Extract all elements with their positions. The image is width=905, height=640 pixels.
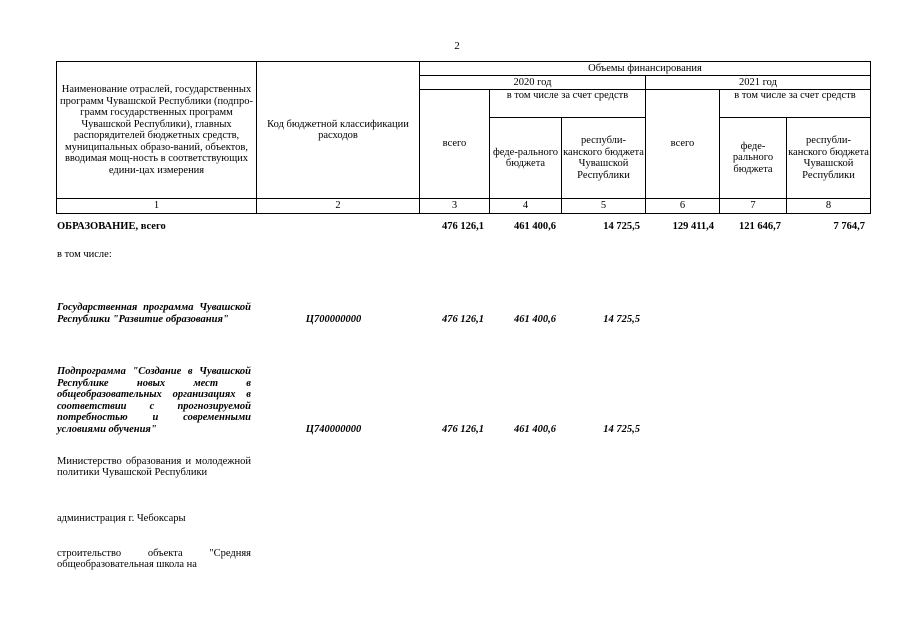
header-incl-2021: в том числе за счет средств xyxy=(720,90,871,118)
column-number: 7 xyxy=(720,199,787,214)
table-row xyxy=(56,325,866,435)
row-code: Ц700000000 xyxy=(305,313,362,325)
header-total-2021: всего xyxy=(646,90,720,199)
table-body xyxy=(56,221,866,579)
row-value: 14 725,5 xyxy=(603,423,640,435)
row-name: в том числе: xyxy=(57,249,112,261)
header-col-code: Код бюджетной классификации расходов xyxy=(257,62,420,199)
row-value: 476 126,1 xyxy=(442,313,484,325)
header-republic-2021: республи-канского бюджета Чувашской Республики xyxy=(787,118,871,199)
row-name: Подпрограмма "Создание в Чувашской Республике новых мест в общеобразовательных организациях в соответствии с прогнозируемой потребностью и современными условиями обучения" xyxy=(57,366,251,435)
row-value: 14 725,5 xyxy=(603,313,640,325)
row-name: ОБРАЗОВАНИЕ, всего xyxy=(57,221,166,232)
row-value: 14 725,5 xyxy=(603,221,640,232)
column-number: 1 xyxy=(57,199,257,214)
header-funding: Объемы финансирования xyxy=(420,62,871,76)
column-number: 8 xyxy=(787,199,871,214)
row-value: 461 400,6 xyxy=(514,221,556,232)
column-number: 4 xyxy=(490,199,562,214)
row-value: 7 764,7 xyxy=(833,221,865,232)
table-header xyxy=(56,61,871,214)
row-name: администрация г. Чебоксары xyxy=(57,513,186,525)
header-total-2020: всего xyxy=(420,90,490,199)
row-value: 461 400,6 xyxy=(514,423,556,435)
row-code: Ц740000000 xyxy=(305,423,362,435)
header-federal-2021: феде-рального бюджета xyxy=(720,118,787,199)
header-incl-2020: в том числе за счет средств xyxy=(490,90,646,118)
row-name: строительство объекта "Средняя общеобразовательная школа на xyxy=(57,547,251,570)
row-value: 121 646,7 xyxy=(739,221,781,232)
table-row xyxy=(56,221,866,235)
column-number: 6 xyxy=(646,199,720,214)
table-row xyxy=(56,235,866,275)
row-name: Министерство образования и молодежной политики Чувашской Республики xyxy=(57,455,251,478)
header-col-name: Наименование отраслей, государственных программ Чувашской Республики (подпро-грамм государственных программ Чувашской Республики), главных распорядителей бюджетных средств, муниципальных образо-ваний, объектов, вводимая мощ-ность в соответствующих едини-цах измерения xyxy=(57,62,257,199)
column-number: 2 xyxy=(257,199,420,214)
column-number: 3 xyxy=(420,199,490,214)
table-row xyxy=(56,435,866,499)
table-row xyxy=(56,275,866,325)
table-row xyxy=(56,499,866,539)
page-number: 2 xyxy=(454,40,460,52)
table-row xyxy=(56,539,866,579)
header-federal-2020: феде-рального бюджета xyxy=(490,118,562,199)
row-name: Государственная программа Чувашской Республики "Развитие образования" xyxy=(57,302,251,325)
header-year-2021: 2021 год xyxy=(646,76,871,90)
header-republic-2020: республи-канского бюджета Чувашской Республики xyxy=(562,118,646,199)
row-value: 461 400,6 xyxy=(514,313,556,325)
row-value: 476 126,1 xyxy=(442,221,484,232)
header-year-2020: 2020 год xyxy=(420,76,646,90)
column-number: 5 xyxy=(562,199,646,214)
row-code xyxy=(252,221,415,235)
row-value: 129 411,4 xyxy=(672,221,714,232)
row-value: 476 126,1 xyxy=(442,423,484,435)
